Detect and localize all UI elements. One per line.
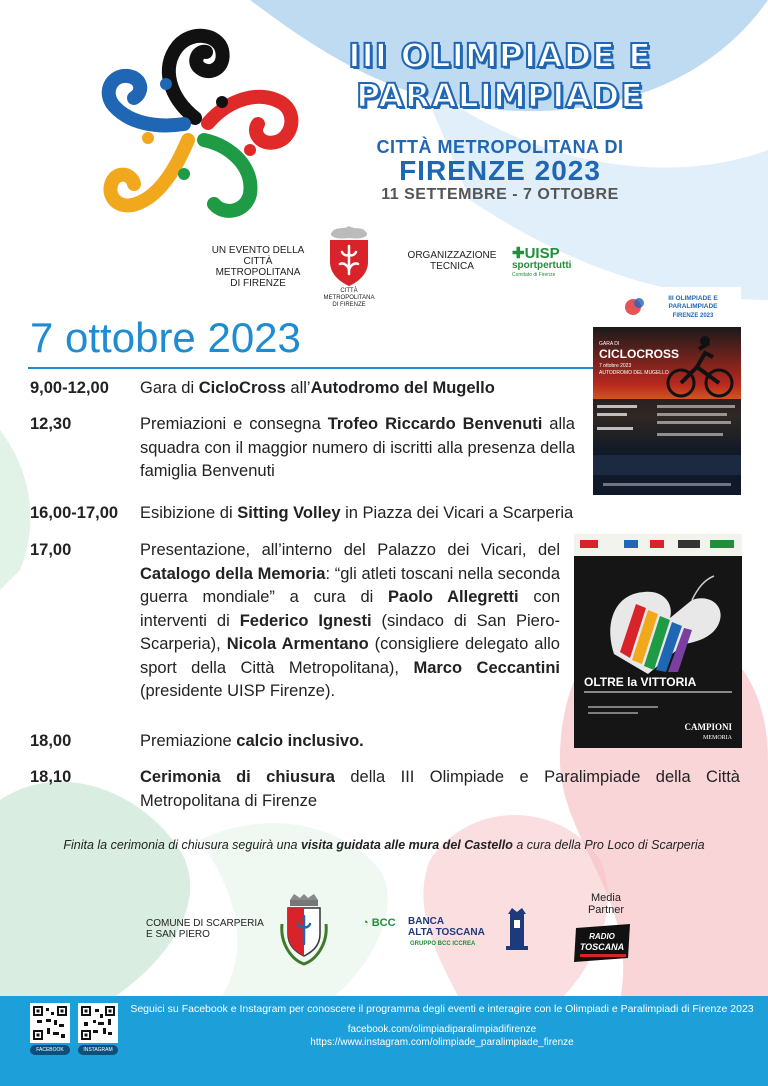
instagram-link[interactable]: https://www.instagram.com/olimpiade_paralimpiade_firenze <box>310 1037 574 1048</box>
description-text: (consigliere delegato allo sport della Città Metropolitana), <box>140 635 560 677</box>
schedule-time: 9,00-12,00 <box>30 379 109 397</box>
poster1-date: 7 ottobre 2023 <box>599 363 632 369</box>
radio-name-line2: TOSCANA <box>579 942 625 952</box>
poster2-brand-line1: CAMPIONI <box>684 722 732 732</box>
radio-toscana-logo <box>572 922 634 968</box>
five-petal-swirl-logo-icon <box>100 28 300 218</box>
event-organizer-line1: UN EVENTO DELLA <box>211 245 305 256</box>
description-text: Gara di <box>140 379 199 397</box>
facebook-link[interactable]: facebook.com/olimpiadiparalimpiadifirenze <box>347 1024 537 1035</box>
description-text: Esibizione di <box>140 504 238 522</box>
schedule-description <box>140 502 620 526</box>
bcc-group: GRUPPO BCC ICCREA <box>410 941 476 947</box>
description-highlight: Paolo Allegretti <box>388 588 519 606</box>
bcc-symbol-icon: ◔ <box>362 917 369 929</box>
schedule-time: 16,00-17,00 <box>30 504 119 522</box>
instagram-qr-caption: INSTAGRAM <box>78 1045 118 1055</box>
description-text: in Piazza dei Vicari a Scarperia <box>340 504 574 522</box>
description-highlight: Sitting Volley <box>237 504 341 522</box>
poster1-tag: GARA DI <box>599 341 620 347</box>
schedule-time: 18,00 <box>30 732 72 750</box>
event-organizer-line2: CITTÀ METROPOLITANA <box>215 256 301 278</box>
description-text: all’ <box>285 379 311 397</box>
uisp-slogan: sportpertutti <box>512 260 572 271</box>
facebook-qr-code-icon[interactable] <box>30 1003 70 1043</box>
media-partner-line1: Media <box>591 892 621 904</box>
pro-loco-tower-icon <box>504 906 530 954</box>
description-text: (presidente UISP Firenze). <box>140 682 336 700</box>
instagram-qr-code-icon[interactable] <box>78 1003 118 1043</box>
bcc-name-line2: ALTA TOSCANA <box>408 927 485 938</box>
comune-label-line2: E SAN PIERO <box>146 929 210 940</box>
note-highlight: visita guidata alle mura del Castello <box>300 838 513 852</box>
description-highlight: Marco Ceccantini <box>413 658 560 677</box>
bcc-mark-text: BCC <box>371 917 396 929</box>
poster2-brand-line2: MEMORIA <box>702 735 732 741</box>
event-title <box>330 36 670 116</box>
description-highlight: CicloCross <box>198 379 286 397</box>
note-text: Finita la cerimonia di chiusura seguirà una <box>63 838 301 852</box>
schedule-description <box>140 766 740 813</box>
description-highlight: Catalogo della Memoria <box>140 564 326 583</box>
ciclocross-poster <box>593 287 741 495</box>
technical-organizer-line1: ORGANIZZAZIONE <box>407 250 497 261</box>
poster1-venue: AUTODROMO DEL MUGELLO <box>599 370 669 376</box>
metro-florence-emblem-icon <box>322 226 376 286</box>
description-highlight: Cerimonia di chiusura <box>140 768 335 786</box>
description-highlight: Nicola Armentano <box>226 635 369 653</box>
bcc-name-line1: BANCA <box>408 916 445 927</box>
day-title: 7 ottobre 2023 <box>30 314 301 361</box>
poster1-header-line2: PARALIMPIADE <box>668 303 718 310</box>
metro-caption-line1: CITTÀ METROPOLITANA <box>323 288 375 301</box>
schedule-description <box>140 413 575 484</box>
bcc-mark <box>362 917 396 929</box>
footer-message: Seguici su Facebook e Instagram per conoscere il programma degli eventi e interagire con le Olimpiadi e Paralimpiadi di Firenze 2023 <box>130 1003 754 1015</box>
media-partner-line2: Partner <box>587 904 625 916</box>
schedule-description <box>140 539 560 704</box>
catalog-memoria-poster <box>574 534 742 748</box>
poster1-header-line1: III OLIMPIADE E <box>668 295 718 302</box>
description-text: Premiazione <box>140 732 237 750</box>
subtitle-year: FIRENZE 2023 <box>399 155 601 186</box>
media-partner-label <box>578 892 634 916</box>
schedule-time: 12,30 <box>30 415 72 433</box>
facebook-qr-caption: FACEBOOK <box>30 1045 70 1055</box>
description-highlight: Federico Ignesti <box>239 611 372 630</box>
schedule-time: 18,10 <box>30 768 72 786</box>
technical-organizer-line2: TECNICA <box>430 261 474 272</box>
description-text: : “gli atleti toscani nella seconda guerra mondiale” a cura di <box>140 564 560 606</box>
comune-coat-of-arms-icon <box>278 894 330 966</box>
description-text: alla squadra con il maggior numero di iscritti alla presenza della famiglia Benvenuti <box>140 415 575 480</box>
uisp-mark-icon: ✚ <box>512 245 525 262</box>
technical-organizer-label <box>405 250 499 272</box>
poster2-title: OLTRE la VITTORIA <box>584 675 697 689</box>
description-highlight: calcio inclusivo. <box>236 732 364 750</box>
comune-scarperia-label <box>146 918 276 940</box>
closing-note <box>0 838 768 852</box>
metro-caption-line2: DI FIRENZE <box>332 302 366 308</box>
uisp-name-text: UISP <box>524 245 560 262</box>
event-organizer-label <box>200 245 316 289</box>
event-organizer-line3: DI FIRENZE <box>230 278 286 289</box>
subtitle-city: CITTÀ METROPOLITANA DI <box>376 137 624 157</box>
day-title-divider <box>28 367 593 369</box>
event-title-line1: III OLIMPIADE E <box>348 36 652 75</box>
metro-emblem-caption <box>316 288 382 309</box>
radio-name-line1: RADIO <box>589 932 615 941</box>
description-text: Premiazioni e consegna <box>140 415 328 433</box>
event-title-line2: PARALIMPIADE <box>356 76 644 115</box>
comune-label-line1: COMUNE DI SCARPERIA <box>146 918 264 929</box>
description-text: con interventi di <box>140 588 560 630</box>
uisp-logo <box>512 244 582 278</box>
description-text: della III Olimpiade e Paralimpiade della Città Metropolitana di Firenze <box>140 768 740 810</box>
schedule-description <box>140 730 575 754</box>
uisp-branch: Comitato di Firenze <box>512 272 556 278</box>
description-text: (sindaco di San Piero-Scarperia), <box>140 611 561 653</box>
schedule-description <box>140 377 575 401</box>
description-highlight: Autodromo del Mugello <box>310 379 495 397</box>
poster1-header-line3: FIRENZE 2023 <box>672 313 714 319</box>
note-text: a cura della Pro Loco di Scarperia <box>512 838 705 852</box>
event-dates: 11 SETTEMBRE - 7 OTTOBRE <box>381 186 619 203</box>
description-highlight: Trofeo Riccardo Benvenuti <box>327 415 543 433</box>
description-text: Presentazione, all’interno del Palazzo dei Vicari, del <box>140 541 560 559</box>
schedule-time: 17,00 <box>30 541 72 559</box>
bcc-name <box>408 916 485 938</box>
poster1-title: CICLOCROSS <box>599 347 680 361</box>
